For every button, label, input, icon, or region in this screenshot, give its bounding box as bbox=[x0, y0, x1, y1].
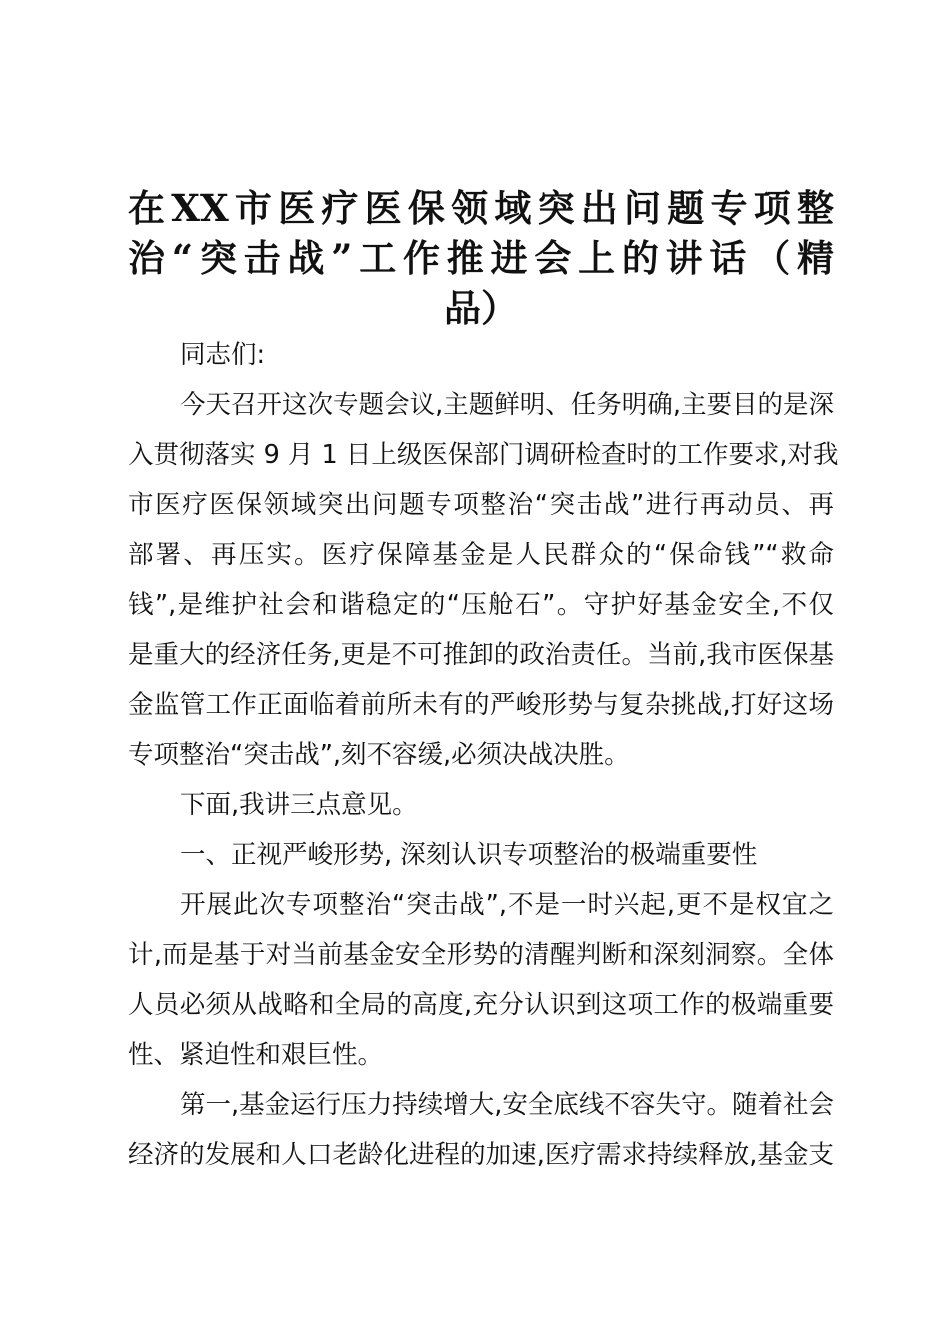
text-line: 金监管工作正面临着前所未有的严峻形势与复杂挑战,打好这场 bbox=[128, 690, 834, 720]
document-body bbox=[128, 330, 839, 1180]
title-line: 品） bbox=[444, 286, 518, 330]
document-title bbox=[128, 183, 834, 333]
paragraph bbox=[128, 330, 834, 380]
text-line: 一、正视严峻形势, 深刻认识专项整治的极端重要性 bbox=[180, 840, 758, 870]
text-line: 专项整治“突击战”,刻不容缓,必须决战决胜。 bbox=[128, 740, 630, 770]
text-line: 第一,基金运行压力持续增大,安全底线不容失守。随着社会 bbox=[180, 1090, 834, 1120]
text-line: 人员必须从战略和全局的高度,充分认识到这项工作的极端重要 bbox=[128, 990, 834, 1020]
title-line: 在XX市医疗医保领域突出问题专项整 bbox=[128, 186, 834, 230]
section-heading bbox=[128, 830, 834, 880]
text-line: 下面,我讲三点意见。 bbox=[180, 790, 418, 820]
paragraph bbox=[128, 780, 834, 830]
text-line: 市医疗医保领域突出问题专项整治“突击战”进行再动员、再 bbox=[128, 490, 834, 520]
text-line: 经济的发展和人口老龄化进程的加速,医疗需求持续释放,基金支 bbox=[128, 1140, 834, 1170]
paragraph bbox=[128, 880, 834, 1080]
title-line: 治“突击战”工作推进会上的讲话（精 bbox=[128, 236, 834, 280]
paragraph bbox=[128, 1080, 834, 1180]
text-line: 部署、再压实。医疗保障基金是人民群众的“保命钱”“救命 bbox=[128, 540, 834, 570]
text-line: 性、紧迫性和艰巨性。 bbox=[128, 1040, 384, 1070]
text-line: 开展此次专项整治“突击战”,不是一时兴起,更不是权宜之 bbox=[180, 890, 834, 920]
text-line: 入贯彻落实 9 月 1 日上级医保部门调研检查时的工作要求,对我 bbox=[128, 440, 839, 470]
text-line: 计,而是基于对当前基金安全形势的清醒判断和深刻洞察。全体 bbox=[128, 940, 834, 970]
text-line: 是重大的经济任务,更是不可推卸的政治责任。当前,我市医保基 bbox=[128, 640, 834, 670]
text-line: 同志们: bbox=[180, 340, 266, 370]
text-line: 今天召开这次专题会议,主题鲜明、任务明确,主要目的是深 bbox=[180, 390, 834, 420]
text-line: 钱”,是维护社会和谐稳定的“压舱石”。守护好基金安全,不仅 bbox=[128, 590, 834, 620]
paragraph bbox=[128, 380, 839, 780]
